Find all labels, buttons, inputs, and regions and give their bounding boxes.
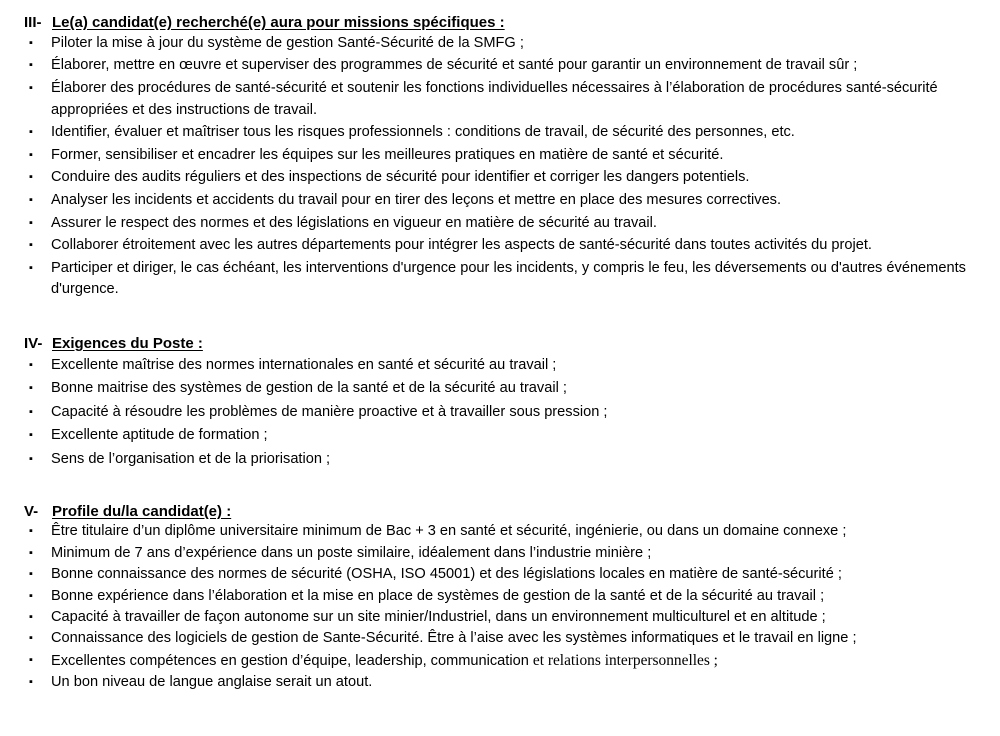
section-title-v: Profile du/la candidat(e) : (52, 502, 232, 520)
list-item-text-sans: Excellentes compétences en gestion d’équipe, leadership, communication (51, 652, 533, 669)
list-item (0, 78, 1000, 121)
square-bullet-icon: ▪ (29, 59, 33, 72)
section-title-iii: Le(a) candidat(e) recherché(e) aura pour missions spécifiques : (52, 14, 505, 31)
list-item-text: Participer et diriger, le cas échéant, les interventions d'urgence pour les incidents, y compris le feu, les déversements ou d'autres événements d'urgence. (51, 259, 966, 298)
list-item (0, 145, 1000, 167)
exigences-list (0, 354, 1000, 471)
list-item-text: Identifier, évaluer et maîtriser tous les risques professionnels : conditions de travail, de sécurité des personnes, etc. (51, 124, 795, 141)
section-heading-iv (0, 335, 1000, 354)
list-item (0, 167, 1000, 189)
list-item-text: Élaborer, mettre en œuvre et superviser des programmes de sécurité et santé pour garantir un environnement de travail sûr ; (51, 57, 858, 74)
missions-list (0, 33, 1000, 301)
list-item-text: Connaissance des logiciels de gestion de Sante-Sécurité. Être à l’aise avec les systèmes informatiques et le travail en ligne ; (51, 630, 857, 647)
list-item-text: Capacité à résoudre les problèmes de manière proactive et à travailler sous pression ; (51, 403, 608, 420)
section-number-iii: III- (24, 14, 42, 31)
section-heading-v (0, 503, 1000, 522)
square-bullet-icon: ▪ (29, 405, 33, 418)
list-item (0, 55, 1000, 77)
list-item (0, 424, 1000, 447)
square-bullet-icon: ▪ (29, 126, 33, 139)
square-bullet-icon: ▪ (29, 239, 33, 252)
list-item (0, 628, 1000, 649)
section-heading-iii (0, 14, 1000, 33)
section-number-v: V- (24, 502, 39, 520)
list-item-text: Minimum de 7 ans d’expérience dans un poste similaire, idéalement dans l’industrie minière ; (51, 544, 652, 561)
square-bullet-icon: ▪ (29, 216, 33, 229)
list-item (0, 213, 1000, 235)
list-item-text: Piloter la mise à jour du système de gestion Santé-Sécurité de la SMFG ; (51, 34, 524, 51)
list-item-text: Capacité à travailler de façon autonome sur un site minier/Industriel, dans un environnement multiculturel et en altitude ; (51, 609, 826, 625)
square-bullet-icon: ▪ (29, 171, 33, 184)
square-bullet-icon: ▪ (29, 525, 33, 538)
list-item (0, 33, 1000, 55)
list-item (0, 586, 1000, 607)
section-title-iv: Exigences du Poste : (52, 334, 203, 352)
square-bullet-icon: ▪ (29, 589, 33, 602)
square-bullet-icon: ▪ (29, 546, 33, 559)
list-item (0, 377, 1000, 400)
square-bullet-icon: ▪ (29, 148, 33, 161)
section-number-iv: IV- (24, 334, 43, 352)
square-bullet-icon: ▪ (29, 632, 33, 645)
square-bullet-icon: ▪ (29, 568, 33, 581)
list-item-text: Analyser les incidents et accidents du travail pour en tirer des leçons et mettre en place des mesures correctives. (51, 191, 782, 208)
square-bullet-icon: ▪ (29, 611, 33, 623)
list-item-text: Assurer le respect des normes et des législations en vigueur en matière de sécurité au travail. (51, 214, 657, 231)
profile-list (0, 521, 1000, 693)
list-item (0, 190, 1000, 212)
square-bullet-icon: ▪ (29, 81, 33, 94)
list-item (0, 672, 1000, 693)
list-item (0, 543, 1000, 564)
square-bullet-icon: ▪ (29, 676, 33, 689)
square-bullet-icon: ▪ (29, 36, 33, 49)
list-item-text: Élaborer des procédures de santé-sécurité et soutenir les fonctions individuelles nécessaires à l’élaboration de procédures santé-sécurité appropriées et des instructions de travail. (51, 79, 938, 118)
list-item-text: Excellente aptitude de formation ; (51, 427, 268, 444)
list-item (0, 235, 1000, 257)
list-item (0, 607, 1000, 628)
square-bullet-icon: ▪ (29, 452, 33, 465)
list-item-text: Bonne expérience dans l’élaboration et la mise en place de systèmes de gestion de la santé et de la sécurité au travail ; (51, 587, 825, 604)
list-item (0, 564, 1000, 585)
square-bullet-icon: ▪ (29, 382, 33, 395)
square-bullet-icon: ▪ (29, 261, 33, 274)
list-item-text: Sens de l’organisation et de la priorisation ; (51, 450, 331, 467)
list-item-text: Conduire des audits réguliers et des inspections de sécurité pour identifier et corriger les dangers potentiels. (51, 169, 750, 186)
list-item (0, 650, 1000, 672)
list-item (0, 448, 1000, 471)
square-bullet-icon: ▪ (29, 358, 33, 371)
document-page (0, 14, 1000, 736)
square-bullet-icon: ▪ (29, 193, 33, 206)
list-item (0, 354, 1000, 377)
square-bullet-icon: ▪ (29, 429, 33, 442)
list-item (0, 401, 1000, 424)
list-item-text: Former, sensibiliser et encadrer les équipes sur les meilleures pratiques en matière de santé et sécurité. (51, 146, 724, 163)
square-bullet-icon: ▪ (29, 653, 33, 666)
list-item-text: Être titulaire d’un diplôme universitaire minimum de Bac + 3 en santé et sécurité, ingénierie, ou dans un domaine connexe ; (51, 523, 847, 540)
list-item-text: Excellente maîtrise des normes internationales en santé et sécurité au travail ; (51, 356, 557, 373)
list-item-text-serif: et relations interpersonnelles ; (532, 651, 718, 669)
list-item (0, 122, 1000, 144)
list-item (0, 258, 1000, 301)
list-item (0, 521, 1000, 542)
list-item-text: Bonne maitrise des systèmes de gestion de la santé et de la sécurité au travail ; (51, 380, 567, 397)
list-item-text: Bonne connaissance des normes de sécurité (OSHA, ISO 45001) et des législations locales en matière de santé-sécurité ; (51, 566, 842, 583)
list-item-text: Collaborer étroitement avec les autres départements pour intégrer les aspects de santé-sécurité dans toutes activités du projet. (51, 237, 872, 254)
list-item-text: Un bon niveau de langue anglaise serait un atout. (51, 674, 373, 691)
